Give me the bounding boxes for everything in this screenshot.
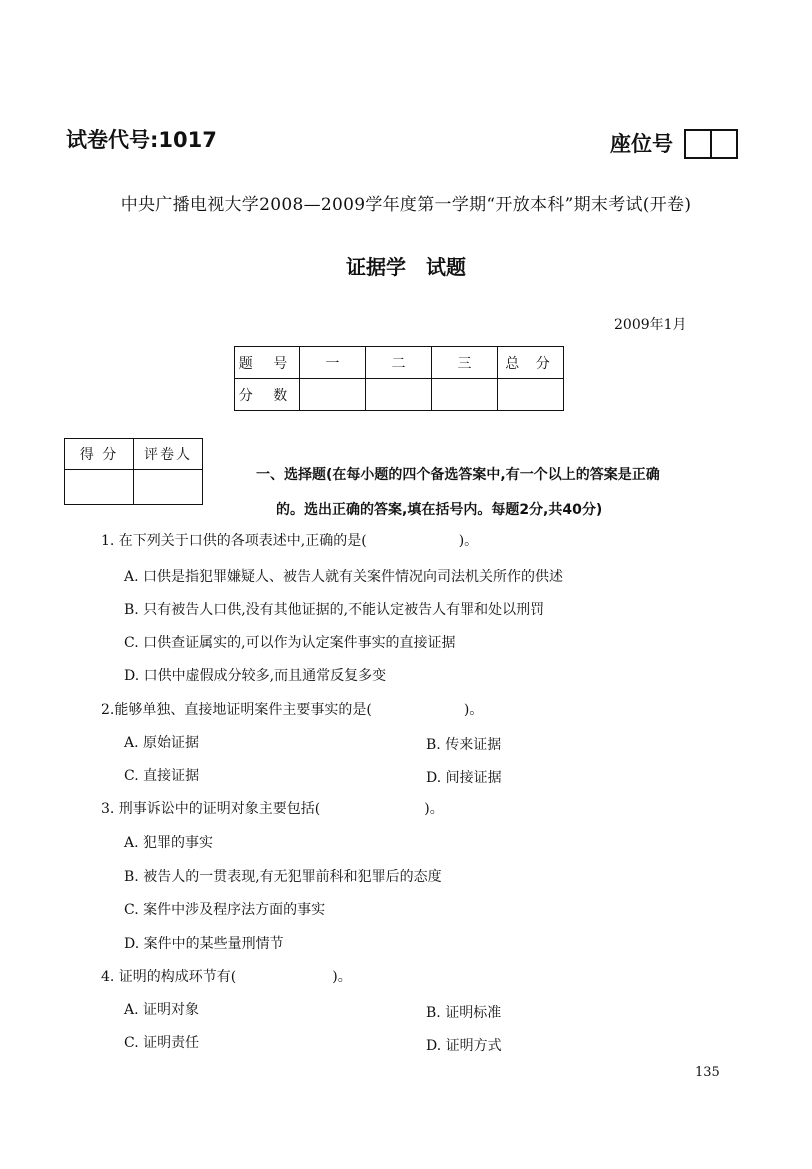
answer-option: A. 原始证据 [124,735,200,751]
question-stem-text: 2.能够单独、直接地证明案件主要事实的是( [101,702,372,718]
answer-option: D. 案件中的某些量刑情节 [124,936,284,952]
question-stem [101,966,352,986]
question-stem [101,699,483,719]
grader-table-header: 得 分 [65,439,134,470]
question-stem-end: )。 [458,533,479,549]
paper-code: 试卷代号:1017 [66,128,217,152]
score-table-row-label: 分 数 [235,379,300,411]
question-stem-text: 1. 在下列关于口供的各项表述中,正确的是( [101,533,367,549]
score-table-column-header: 总 分 [498,347,564,379]
answer-option: A. 犯罪的事实 [124,835,214,851]
answer-option: B. 只有被告人口供,没有其他证据的,不能认定被告人有罪和处以刑罚 [124,602,545,618]
answer-option: D. 证明方式 [426,1038,502,1054]
answer-option: A. 口供是指犯罪嫌疑人、被告人就有关案件情况向司法机关所作的供述 [124,569,564,585]
question-stem-end: )。 [332,969,352,985]
exam-title: 证据学 试题 [346,255,466,279]
score-cell[interactable] [432,379,498,411]
question-stem-text: 4. 证明的构成环节有( [101,969,237,985]
answer-option: D. 间接证据 [426,770,502,786]
answer-option: C. 口供查证属实的,可以作为认定案件事实的直接证据 [124,635,456,651]
seat-number-label: 座位号 [610,132,673,156]
score-table-column-header: 二 [366,347,432,379]
score-table-row-label: 题 号 [235,347,300,379]
score-cell[interactable] [366,379,432,411]
question-stem [101,798,444,818]
seat-number-box [684,129,712,159]
answer-option: C. 证明责任 [124,1035,200,1051]
grader-table-header: 评卷人 [134,439,203,470]
grader-score-cell[interactable] [65,470,134,505]
page-number: 135 [695,1065,720,1080]
exam-header: 中央广播电视大学2008—2009学年度第一学期“开放本科”期末考试(开卷) [120,195,692,215]
exam-date: 2009年1月 [614,317,687,333]
answer-option: D. 口供中虚假成分较多,而且通常反复多变 [124,668,387,684]
score-table-score-row [235,379,564,411]
answer-option: C. 案件中涉及程序法方面的事实 [124,902,326,918]
score-table-header-row [235,347,564,379]
score-table-column-header: 一 [300,347,366,379]
grader-table-entry-row [65,470,203,505]
score-cell[interactable] [300,379,366,411]
question-stem-end: )。 [463,702,484,718]
question-stem-text: 3. 刑事诉讼中的证明对象主要包括( [101,801,321,817]
score-table [234,346,564,411]
answer-option: B. 证明标准 [426,1005,502,1021]
question-stem-end: )。 [424,801,444,817]
section-instruction: 的。选出正确的答案,填在括号内。每题2分,共40分) [276,502,603,518]
score-cell[interactable] [498,379,564,411]
answer-option: C. 直接证据 [124,768,200,784]
answer-option: B. 传来证据 [426,737,502,753]
seat-number-boxes [686,129,738,159]
grader-table-header-row [65,439,203,470]
question-stem [101,530,478,550]
seat-number-box [710,129,738,159]
grader-name-cell[interactable] [134,470,203,505]
section-instruction: 一、选择题(在每小题的四个备选答案中,有一个以上的答案是正确 [256,467,660,483]
grader-table [64,438,203,505]
answer-option: B. 被告人的一贯表现,有无犯罪前科和犯罪后的态度 [124,869,442,885]
answer-option: A. 证明对象 [124,1002,200,1018]
score-table-column-header: 三 [432,347,498,379]
